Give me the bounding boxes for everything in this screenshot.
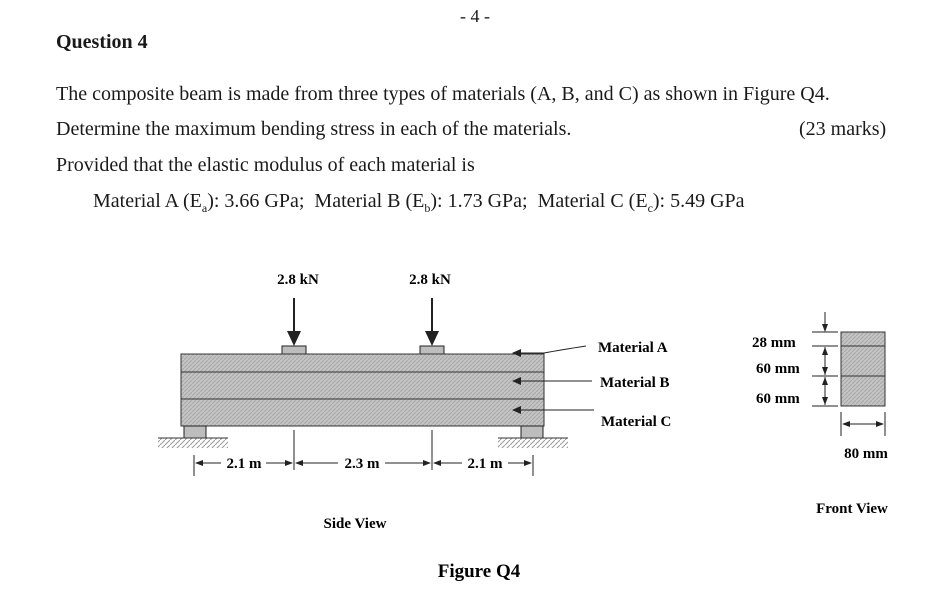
width-label: 80 mm xyxy=(844,446,888,462)
load-2-arrow xyxy=(425,298,439,346)
material-c-modulus: Material C $(E_c)$: 5.49 GPa xyxy=(537,190,745,215)
paragraph-line-1: The composite beam is made from three types of materials (A, B, and C) as shown in Figure Q4. xyxy=(56,83,830,105)
thickness-b-label: 60 mm xyxy=(756,361,800,377)
width-dimension-line xyxy=(841,412,885,436)
material-b-modulus: Material B $(E_b)$: 1.73 GPa; xyxy=(314,190,528,215)
question-title: Question 4 xyxy=(56,31,148,53)
load-pad-2 xyxy=(420,346,444,354)
front-layer-c xyxy=(841,376,885,406)
thickness-a-label: 28 mm xyxy=(752,335,796,351)
load-2-label: 2.8 kN xyxy=(409,272,451,288)
marks-label: (23 marks) xyxy=(799,118,887,140)
beam-layer-c xyxy=(181,399,544,426)
front-layer-b xyxy=(841,346,885,376)
thickness-c-label: 60 mm xyxy=(756,391,800,407)
span-3-label: 2.1 m xyxy=(467,456,503,472)
span-2-label: 2.3 m xyxy=(344,456,380,472)
side-view-label: Side View xyxy=(323,516,387,532)
left-ground xyxy=(158,438,228,448)
material-c-label: Material C xyxy=(601,414,672,430)
beam-layer-a xyxy=(181,354,544,372)
right-support xyxy=(521,426,543,438)
page-number: - 4 - xyxy=(460,6,490,26)
right-ground xyxy=(498,438,568,448)
paragraph-line-3: Provided that the elastic modulus of each material is xyxy=(56,154,475,176)
material-a-modulus: Material A $(E_a)$: 3.66 GPa; xyxy=(93,190,305,215)
load-1-label: 2.8 kN xyxy=(277,272,319,288)
front-view-label: Front View xyxy=(816,501,888,517)
beam-layer-b xyxy=(181,372,544,399)
paragraph-line-2: Determine the maximum bending stress in each of the materials. xyxy=(56,118,572,140)
material-a-label: Material A xyxy=(598,340,668,356)
front-layer-a xyxy=(841,332,885,346)
load-1-arrow xyxy=(287,298,301,346)
load-pad-1 xyxy=(282,346,306,354)
thickness-dimension-line xyxy=(812,312,838,406)
left-support xyxy=(184,426,206,438)
material-b-label: Material B xyxy=(600,375,670,391)
span-1-label: 2.1 m xyxy=(226,456,262,472)
figure-caption: Figure Q4 xyxy=(437,561,521,582)
